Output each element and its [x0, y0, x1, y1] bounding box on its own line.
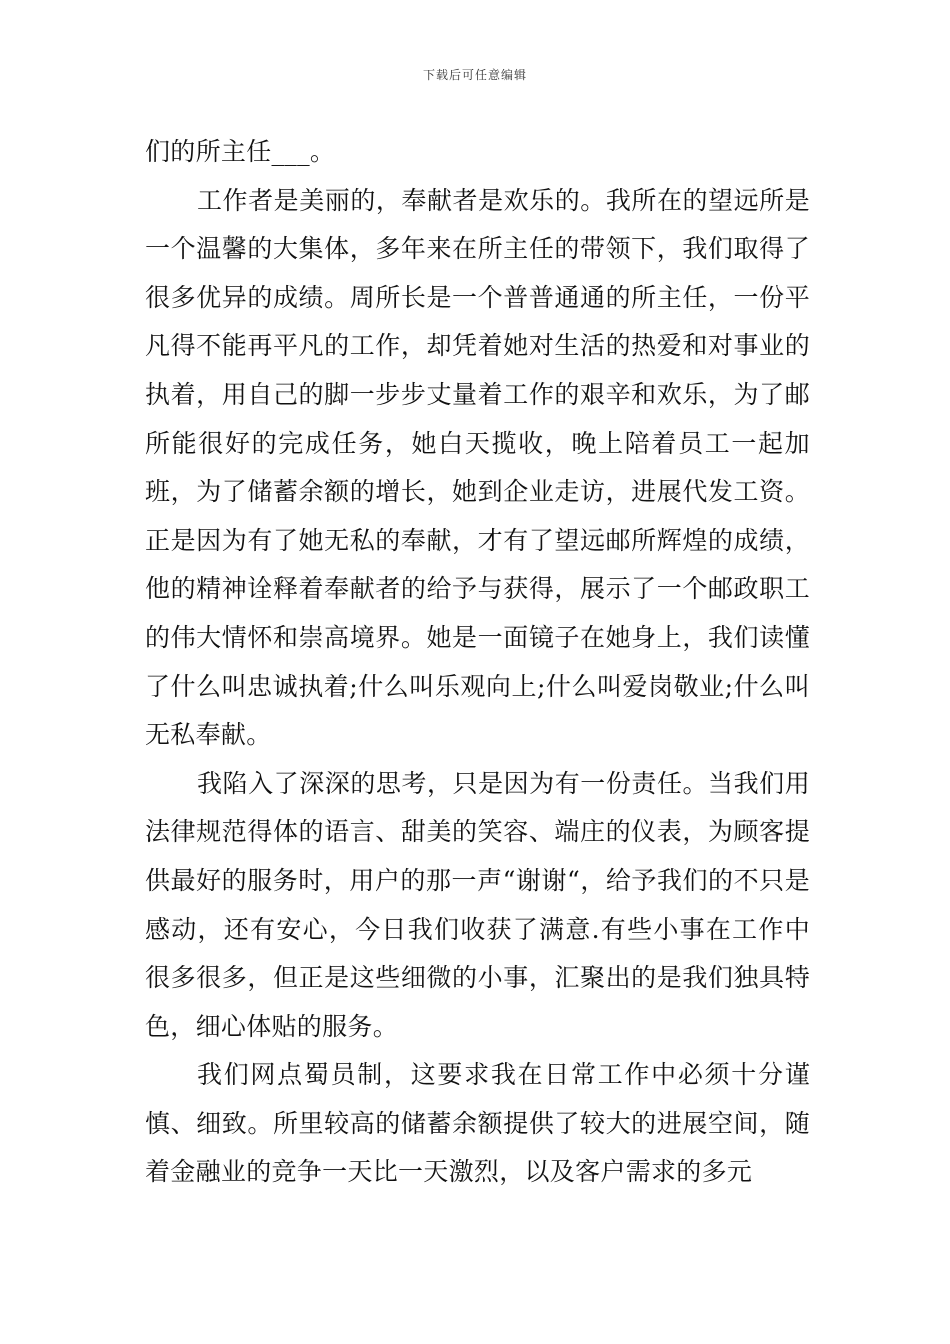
document-body — [145, 128, 810, 1197]
paragraph: 工作者是美丽的，奉献者是欢乐的。我所在的望远所是一个温馨的大集体，多年来在所主任的带领下，我们取得了很多优异的成绩。周所长是一个普普通通的所主任，一份平凡得不能再平凡的工作，却凭着她对生活的热爱和对事业的执着，用自己的脚一步步丈量着工作的艰辛和欢乐，为了邮所能很好的完成任务，她白天揽收，晚上陪着员工一起加班，为了储蓄余额的增长，她到企业走访，进展代发工资。正是因为有了她无私的奉献，才有了望远邮所辉煌的成绩，他的精神诠释着奉献者的给予与获得，展示了一个邮政职工的伟大情怀和崇高境界。她是一面镜子在她身上，我们读懂了什么叫忠诚执着;什么叫乐观向上;什么叫爱岗敬业;什么叫无私奉献。 — [145, 185, 810, 750]
page-header: 下载后可任意编辑 — [422, 68, 527, 82]
paragraph: 我陷入了深深的思考，只是因为有一份责任。当我们用法律规范得体的语言、甜美的笑容、端庄的仪表，为顾客提供最好的服务时，用户的那一声“谢谢“，给予我们的不只是感动，还有安心，今日我们收获了满意.有些小事在工作中很多很多，但正是这些细微的小事，汇聚出的是我们独具特色，细心体贴的服务。 — [145, 768, 810, 1041]
paragraph-continuation: 们的所主任___。 — [145, 137, 336, 166]
paragraph: 我们网点蜀员制，这要求我在日常工作中必须十分谨慎、细致。所里较高的储蓄余额提供了较大的进展空间，随着金融业的竞争一天比一天激烈，以及客户需求的多元 — [145, 1060, 810, 1187]
